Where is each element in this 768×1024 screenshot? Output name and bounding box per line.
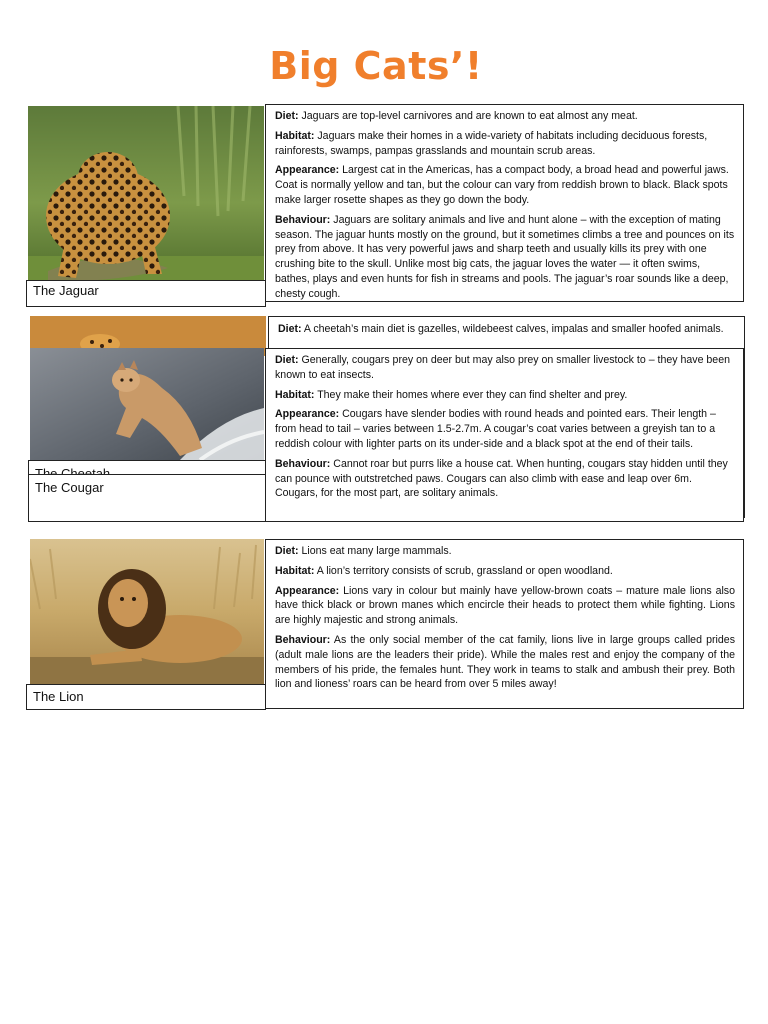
diet-label: Diet: [275, 110, 299, 122]
appearance-label: Appearance: [275, 408, 340, 421]
habitat-label: Habitat: [275, 129, 315, 142]
lion-appearance [275, 584, 735, 628]
jaguar-diet [275, 109, 735, 124]
jaguar-appearance [275, 163, 735, 207]
appearance-text: Lions vary in colour but mainly have yellow-brown coats – mature male lions also have thick black or brown manes which encircle their heads to protect them while fighting. Lions are highly majestic and strong animals. [275, 584, 735, 627]
diet-text: A cheetah’s main diet is gazelles, wildebeest calves, impalas and smaller hoofed animals. [301, 323, 724, 335]
jaguar-behaviour [275, 213, 735, 302]
lion-diet [275, 544, 735, 559]
lion-behaviour [275, 633, 735, 692]
diet-text: Generally, cougars prey on deer but may also prey on smaller livestock to – they have been known to eat insects. [275, 354, 730, 381]
appearance-text: Cougars have slender bodies with round heads and pointed ears. Their length – from head to tail – varies between 1.5-2.7m. A cougar’s coat varies between a greyish tan to a reddish colour with lighter parts on its under-side and a black spot at the end of their tails. [275, 408, 716, 450]
habitat-text: Jaguars make their homes in a wide-variety of habitats including deciduous forests, rainforests, swamps, pampas grasslands and mountain scrub areas. [275, 129, 708, 157]
diet-label: Diet: [275, 545, 299, 557]
cougar-photo [30, 348, 264, 460]
cougar-diet [275, 353, 735, 383]
cheetah-diet [278, 322, 736, 337]
lion-caption: The Lion [26, 684, 266, 710]
behaviour-text: Jaguars are solitary animals and live and hunt alone – with the exception of mating season. The jaguar hunts mostly on the ground, but it sometimes climbs a tree and pounces on its prey from above. It has very powerful jaws and sharp teeth and usually kills its prey with one crushing bite to the skull. Unlike most big cats, the jaguar loves the water — it often swims, bathes, plays and even hunts for fish in streams and pools. The jaguar’s roar sounds like a deep, chesty cough. [275, 213, 735, 300]
habitat-label: Habitat: [275, 388, 315, 401]
appearance-label: Appearance: [275, 584, 340, 597]
behaviour-label: Behaviour: [275, 633, 331, 646]
appearance-label: Appearance: [275, 164, 340, 177]
jaguar-habitat [275, 129, 735, 159]
jaguar-photo [28, 106, 264, 282]
page-title: Big Cats’! [269, 44, 483, 88]
habitat-text: A lion’s territory consists of scrub, grassland or open woodland. [314, 564, 613, 577]
jaguar-info-box [265, 104, 744, 302]
diet-label: Diet: [275, 354, 299, 366]
appearance-text: Largest cat in the Americas, has a compact body, a broad head and powerful jaws. Coat is normally yellow and tan, but the colour can vary from reddish brown to black. Black spots make larger rosette shapes as they go down the body. [275, 164, 729, 206]
diet-label: Diet: [278, 323, 302, 335]
cougar-behaviour [275, 457, 735, 501]
cougar-habitat [275, 388, 735, 403]
behaviour-text: As the only social member of the cat family, lions live in large groups called prides (adult male lions are the leaders their pride). While the males rest and enjoy the company of the members of his pride, the females hunt. They work in teams to stalk and ambush their prey. Both lion and lioness’ roars can be heard from over 5 miles away! [275, 633, 735, 691]
behaviour-text: Cannot roar but purrs like a house cat. When hunting, cougars stay hidden until they can pounce with outstretched paws. Cougars can also climb with ease and leap over 6m. Cougars, for the most part, are solitary animals. [275, 457, 728, 500]
habitat-label: Habitat: [275, 564, 315, 577]
jaguar-caption: The Jaguar [26, 280, 266, 307]
cougar-info-box [265, 348, 744, 522]
cougar-appearance [275, 407, 735, 451]
lion-photo [30, 539, 264, 684]
habitat-text: They make their homes where ever they can find shelter and prey. [314, 388, 628, 401]
diet-text: Jaguars are top-level carnivores and are known to eat almost any meat. [298, 110, 638, 122]
diet-text: Lions eat many large mammals. [298, 545, 452, 557]
behaviour-label: Behaviour: [275, 213, 331, 226]
cougar-caption: The Cougar [28, 474, 266, 522]
lion-info-box [265, 539, 744, 709]
behaviour-label: Behaviour: [275, 457, 331, 470]
lion-habitat [275, 564, 735, 579]
